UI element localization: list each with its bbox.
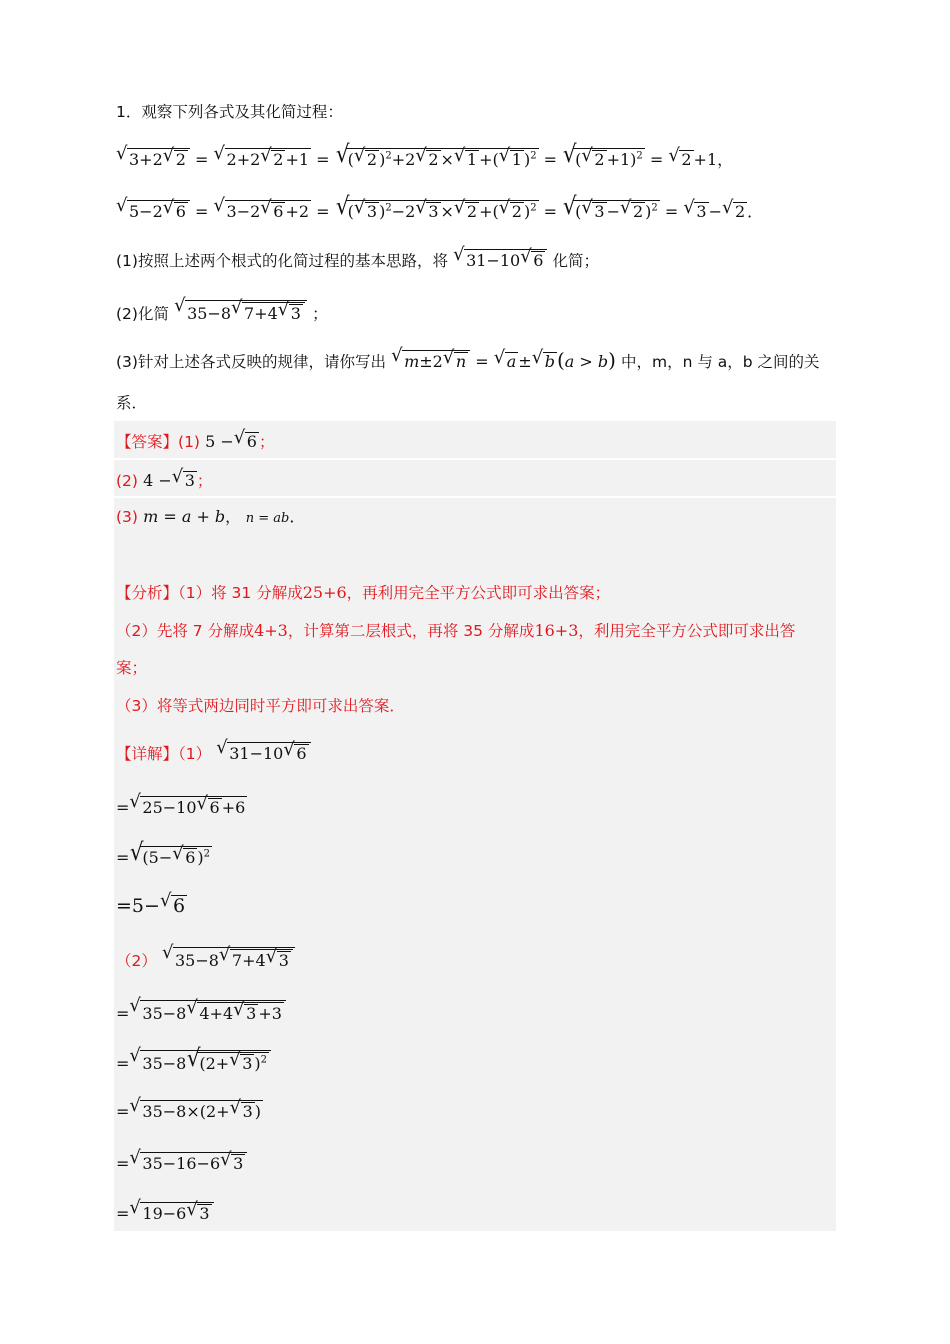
detail-step-3: =√ (5−√ 6 )$^2$: [116, 846, 212, 867]
detail-step-t6: =√ 19−6√ 3: [116, 1202, 214, 1223]
answer-1: 【答案】(1) 5 −√ 6 ；: [116, 432, 274, 451]
detail-2: （2） √ 35−8√ 7+4√ 3: [116, 947, 295, 970]
detail-step-t4: =√ 35−8×(2+√ 3 ): [116, 1100, 263, 1121]
analysis-2: （2）先将 7 分解成4+3，计算第二层根式，再将 35 分解成16+3，利用完全平方公式即可求出答: [116, 621, 796, 640]
detail-step-t5: =√ 35−16−6√ 3: [116, 1152, 247, 1173]
divider: [114, 496, 836, 498]
analysis-2-cont: 案；: [116, 659, 148, 677]
detail-1: 【详解】（1） √ 31−10√ 6: [116, 742, 311, 763]
detail-step-t2: =√ 35−8√ 4+4√ 3 +3: [116, 1000, 286, 1023]
part-2: (2)化简 √ 35−8√ 7+4√ 3 ；: [116, 300, 328, 323]
question-intro: [116, 104, 343, 121]
detail-step-2: =√ 25−10√ 6 +6: [116, 796, 247, 817]
analysis-1: 【分析】（1）将 31 分解成25+6，再利用完全平方公式即可求出答案；: [116, 583, 611, 602]
example-2: √ 5−2√ 6 = √ 3−2√ 6 +2 = √ (√ 3 )$^2$−2√ 3 ×√ 2 +(√ 2 )$^2$ = √ (√ 3 −√ 2 )$^2$ = √ 3 −√ 2 ．: [116, 200, 763, 221]
answer-label: 【答案】: [116, 433, 179, 451]
part-3: (3)针对上述各式反映的规律，请你写出 √ m±2√ n = √ a ±√ b (a > b) 中，m，n 与 a，b 之间的关: [116, 350, 820, 371]
part-3-cont: 系．: [116, 394, 148, 412]
example-1: √ 3+2√ 2 = √ 2+2√ 2 +1 = √ (√ 2 )$^2$+2√ 2 ×√ 1 +(√ 1 )$^2$ = √ (√ 2 +1)$^2$ = √ 2 +1，: [116, 148, 733, 169]
question-intro-text: 观察下列各式及其化简过程：: [141, 103, 343, 121]
question-number: 1．: [116, 103, 142, 121]
detail-step-t3: =√ 35−8√ (2+√ 3 )$^2$: [116, 1050, 271, 1073]
answer-3: (3) m = a + b， n = ab．: [116, 507, 306, 526]
answer-2: (2) 4 −√ 3 ；: [116, 471, 212, 490]
divider: [114, 458, 836, 460]
part-1: (1)按照上述两个根式的化简过程的基本思路，将 √ 31−10√ 6 化简；: [116, 249, 599, 270]
analysis-3: （3）将等式两边同时平方即可求出答案．: [116, 697, 405, 715]
detail-step-4: =5−√ 6: [116, 895, 187, 917]
